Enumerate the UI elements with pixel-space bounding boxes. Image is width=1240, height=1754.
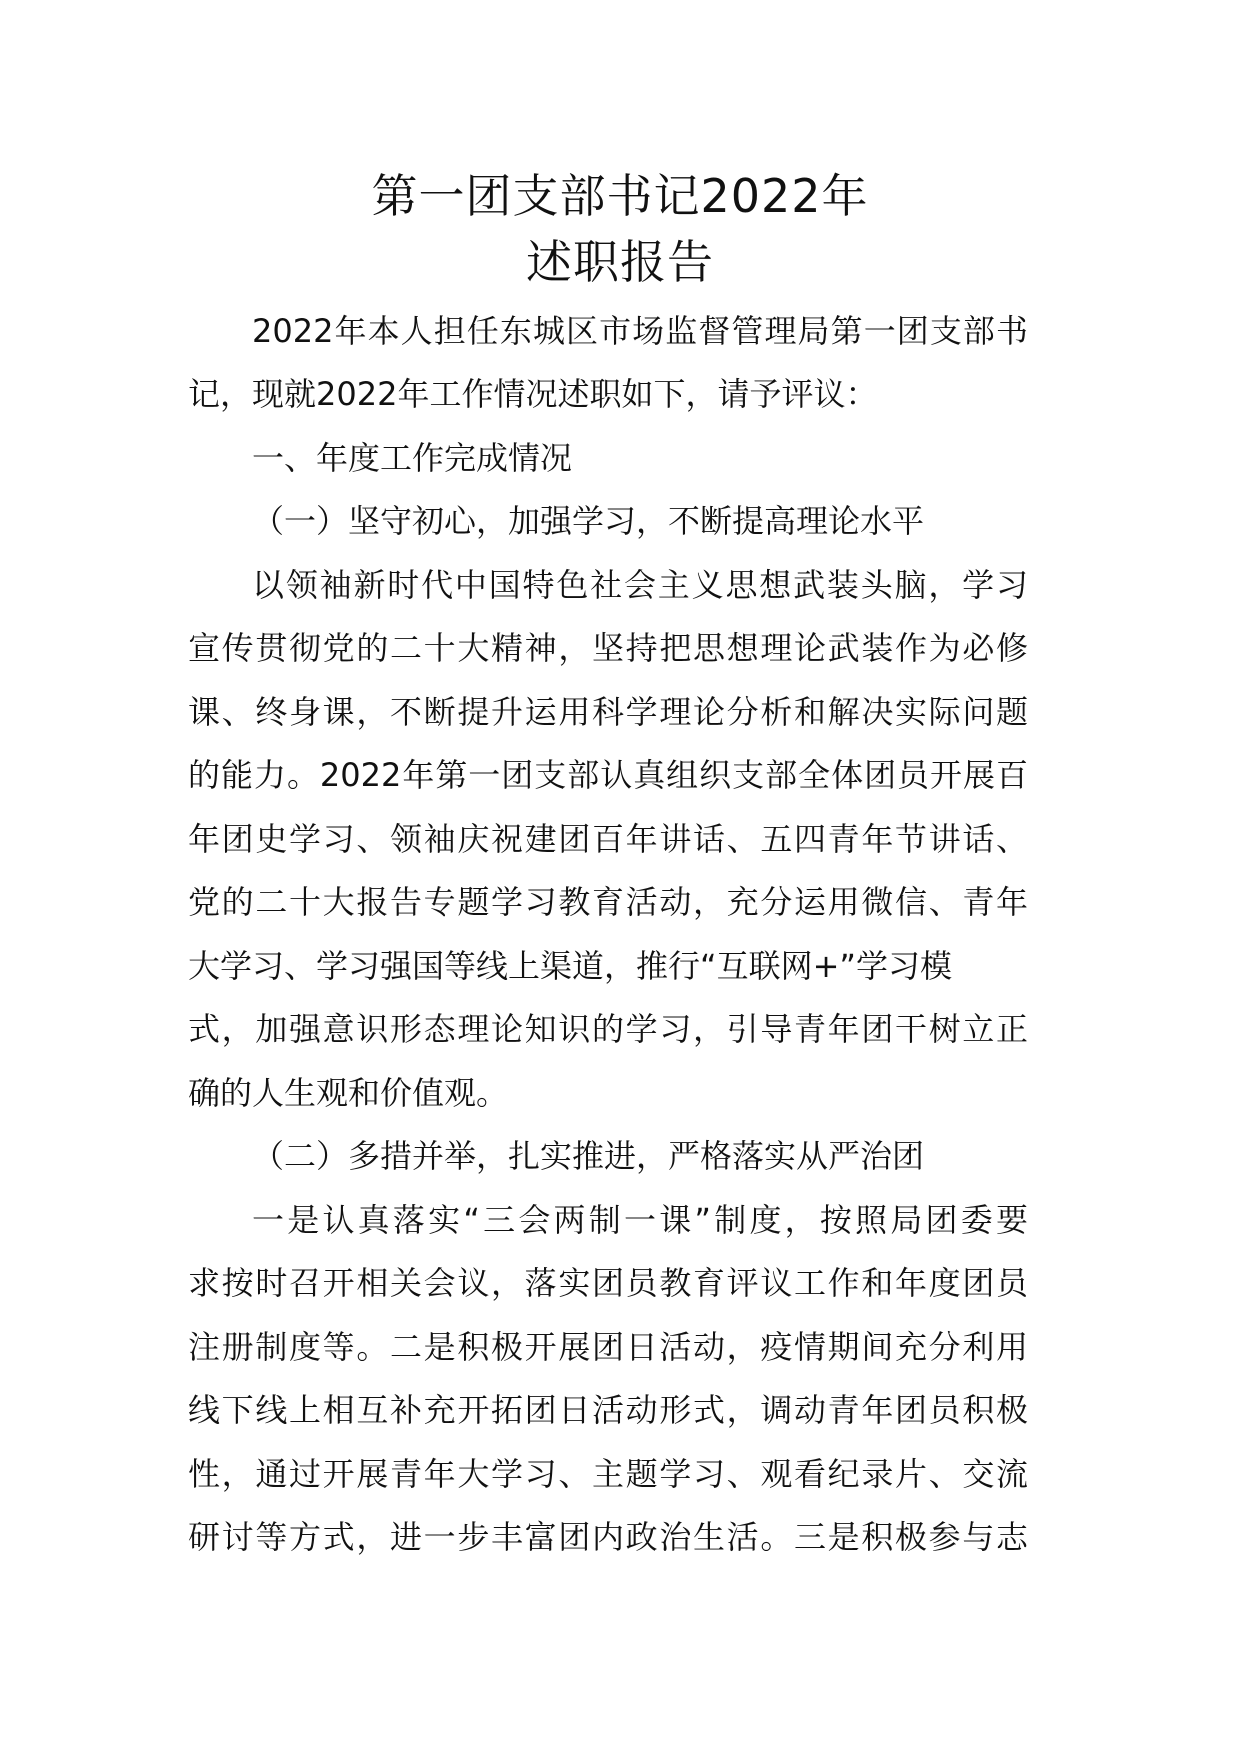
body-line-11: 大学习、学习强国等线上渠道，推行“互联网+”学习模 bbox=[188, 947, 952, 985]
body-line-18: 线下线上相互补充开拓团日活动形式，调动青年团员积极 bbox=[188, 1391, 1028, 1429]
body-line-9: 年团史学习、领袖庆祝建团百年讲话、五四青年节讲话、 bbox=[188, 820, 1028, 858]
body-line-19: 性，通过开展青年大学习、主题学习、观看纪录片、交流 bbox=[188, 1455, 1028, 1493]
subsection-heading-2: （二）多措并举，扎实推进，严格落实从严治团 bbox=[252, 1137, 925, 1175]
body-line-5: 以领袖新时代中国特色社会主义思想武装头脑，学习 bbox=[252, 566, 1028, 604]
body-line-17: 注册制度等。二是积极开展团日活动，疫情期间充分利用 bbox=[188, 1328, 1028, 1366]
document-title-line-1: 第一团支部书记2022年 bbox=[371, 169, 869, 223]
body-line-13: 确的人生观和价值观。 bbox=[188, 1074, 509, 1112]
body-line-1: 2022年本人担任东城区市场监督管理局第一团支部书 bbox=[252, 312, 1028, 350]
subsection-heading-1: （一）坚守初心，加强学习，不断提高理论水平 bbox=[252, 502, 925, 540]
section-heading-1: 一、年度工作完成情况 bbox=[252, 439, 573, 477]
body-line-15: 一是认真落实“三会两制一课”制度，按照局团委要 bbox=[252, 1201, 1028, 1239]
body-line-20: 研讨等方式，进一步丰富团内政治生活。三是积极参与志 bbox=[188, 1518, 1028, 1556]
body-line-10: 党的二十大报告专题学习教育活动，充分运用微信、青年 bbox=[188, 883, 1028, 921]
body-line-2: 记，现就2022年工作情况述职如下，请予评议： bbox=[188, 375, 878, 413]
document-title-line-2: 述职报告 bbox=[526, 235, 714, 289]
body-line-16: 求按时召开相关会议，落实团员教育评议工作和年度团员 bbox=[188, 1264, 1028, 1302]
body-line-6: 宣传贯彻党的二十大精神，坚持把思想理论武装作为必修 bbox=[188, 629, 1028, 667]
body-line-7: 课、终身课，不断提升运用科学理论分析和解决实际问题 bbox=[188, 693, 1028, 731]
body-line-12: 式，加强意识形态理论知识的学习，引导青年团干树立正 bbox=[188, 1010, 1028, 1048]
body-line-8: 的能力。2022年第一团支部认真组织支部全体团员开展百 bbox=[188, 756, 1028, 794]
